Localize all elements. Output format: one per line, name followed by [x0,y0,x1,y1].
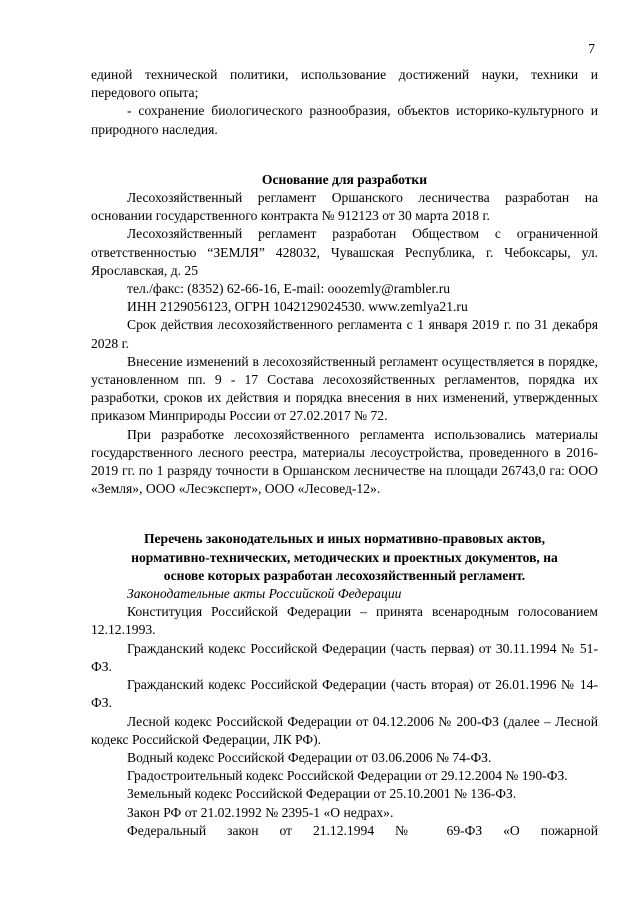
section-heading-list-line-2: нормативно-технических, методических и проектных документов, на [131,549,558,565]
basis-paragraph-validity: Срок действия лесохозяйственного регламента с 1 января 2019 г. по 31 декабря 2028 г. [91,317,598,351]
law-item: Федеральный закон от 21.12.1994 № 69-ФЗ «О пожарной [127,822,598,838]
spacer [91,139,598,171]
law-item: Земельный кодекс Российской Федерации от 25.10.2001 № 136-ФЗ. [127,786,517,802]
subheading-legislative-acts: Законодательные акты Российской Федерации [127,586,402,602]
law-item: Гражданский кодекс Российской Федерации (часть вторая) от 26.01.1996 № 14-ФЗ. [91,677,598,711]
intro-paragraph-1: единой технической политики, использование достижений науки, техники и передового опыта; [91,67,598,101]
basis-paragraph-1: Лесохозяйственный регламент Оршанского лесничества разработан на основании государственного контракта № 912123 от 30 марта 2018 г. [91,190,598,224]
basis-paragraph-materials: При разработке лесохозяйственного регламента использовались материалы государственного лесного реестра, материалы лесоустройства, проведенного в 2016-2019 гг. по 1 разряду точности в Оршанском лесничестве на площади 26743,0 га: ООО «Земля», ООО «Лесэксперт», ООО «Лесовед-12». [91,426,598,497]
law-item: Гражданский кодекс Российской Федерации (часть первая) от 30.11.1994 № 51-ФЗ. [91,640,598,674]
basis-contact-line: тел./факс: (8352) 62-66-16, E-mail: ooozemly@rambler.ru [127,281,451,297]
document-body [91,66,598,840]
basis-paragraph-2: Лесохозяйственный регламент разработан Обществом с ограниченной ответственностью “ЗЕМЛЯ” 428032, Чувашская Республика, г. Чебоксары, ул. Ярославская, д. 25 [91,226,598,278]
basis-paragraph-amendments: Внесение изменений в лесохозяйственный регламент осуществляется в порядке, установленном пп. 9 - 17 Состава лесохозяйственных регламентов, порядка их разработки, сроков их действия и порядка внесения в них изменений, утвержденных приказом Минприроды России от 27.02.2017 № 72. [91,353,598,424]
law-item: Конституция Российской Федерации – принята всенародным голосованием 12.12.1993. [91,604,598,638]
intro-paragraph-2: - сохранение биологического разнообразия, объектов историко-культурного и природного наследия. [91,103,598,137]
spacer [91,498,598,530]
law-item: Лесной кодекс Российской Федерации от 04.12.2006 № 200-ФЗ (далее – Лесной кодекс Российской Федерации, ЛК РФ). [91,713,598,747]
page-number: 7 [588,41,595,56]
section-heading-list-line-1: Перечень законодательных и иных нормативно-правовых актов, [143,531,546,547]
law-item: Закон РФ от 21.02.1992 № 2395-1 «О недрах». [127,804,394,820]
basis-registration-line: ИНН 2129056123, ОГРН 1042129024530. www.zemlya21.ru [127,299,468,315]
law-item: Градостроительный кодекс Российской Федерации от 29.12.2004 № 190-ФЗ. [127,768,568,784]
law-item: Водный кодекс Российской Федерации от 03.06.2006 № 74-ФЗ. [127,749,492,765]
section-heading-basis: Основание для разработки [261,171,428,187]
section-heading-list-line-3: основе которых разработан лесохозяйственный регламент. [163,567,526,583]
